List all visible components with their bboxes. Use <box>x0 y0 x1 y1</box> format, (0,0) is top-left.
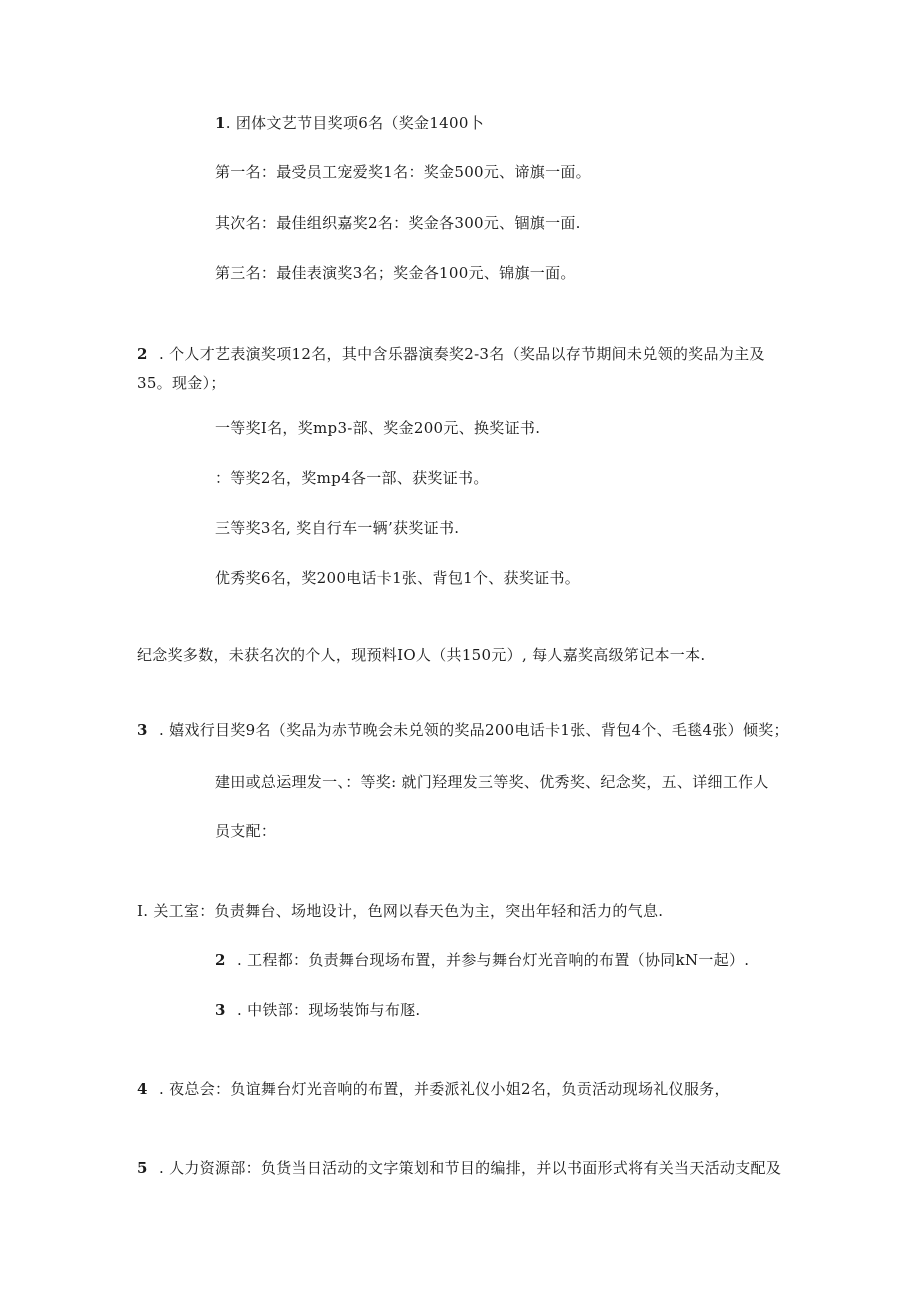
section3-heading <box>137 720 789 740</box>
section2-heading-continuation: 35。现金）； <box>137 374 226 392</box>
section2-heading-text: . 个人才艺表演奖项12名，其中含乐器演奏奖2-3名（奖品以存节期间未兑领的奖品为主及 <box>159 345 765 363</box>
staff-item-5-text: . 人力资源部：负货当日活动的文字策划和节目的编排，并以书面形式将有关当天活动支配及 <box>159 1159 782 1177</box>
section2-number: 2 <box>137 345 148 363</box>
section1-item-1: 第一名：最受员工宠爱奖1名：奖金500元、谛旗一面。 <box>215 163 591 181</box>
staff-item-1: I. 关工室：负责舞台、场地设计，色网以春天色为主，突出年轻和活力的气息. <box>137 902 664 920</box>
memorial-award: 纪念奖多数，未获名次的个人，现预料IO人（共150元）, 每人嘉奖高级笫记本一本. <box>137 646 706 664</box>
section3-line-2: 建田或总运理发一、：等奖: 就门羟理发三等奖、优秀奖、纪念奖，五、详细工作人 <box>215 773 769 791</box>
staff-item-3-text: . 中铁部：现场装饰与布豗. <box>237 1001 421 1019</box>
section1-number: 1 <box>215 114 226 132</box>
section1-item-3: 第三名：最佳表演奖3名；奖金各100元、锦旗一面。 <box>215 264 576 282</box>
staff-item-4 <box>137 1079 730 1099</box>
section2-item-1: 一等奖I名，奖mp3-部、奖金200元、换奖证书. <box>215 419 541 437</box>
staff-item-4-text: . 夜总会：负谊舞台灯光音响的布置，并委派礼仪小姐2名，负贡活动现场礼仪服务， <box>159 1080 730 1098</box>
section1-heading <box>215 113 484 133</box>
staff-item-3-number: 3 <box>215 1001 226 1019</box>
section1-item-2: 其次名：最佳组织嘉奖2名：奖金各300元、锢旗一面. <box>215 214 581 232</box>
staff-item-2-number: 2 <box>215 951 226 969</box>
staff-item-5-number: 5 <box>137 1159 148 1177</box>
section1-heading-text: . 团体文艺节目奖项6名（奖金1400卜 <box>225 114 485 132</box>
section2-item-4: 优秀奖6名，奖200电话卡1张、背包1个、获奖证书。 <box>215 569 581 587</box>
section3-number: 3 <box>137 721 148 739</box>
staff-item-2-text: . 工程都：负责舞台现场布置，并参与舞台灯光音响的布置（协同kN一起）. <box>237 951 750 969</box>
staff-item-2 <box>215 950 749 970</box>
staff-item-5 <box>137 1158 781 1178</box>
staff-item-4-number: 4 <box>137 1080 148 1098</box>
staff-item-3 <box>215 1000 421 1020</box>
section3-heading-text: . 嬉戏行目奖9名（奖品为赤节晚会未兑领的奖品200电话卡1张、背包4个、毛毯4张）倾奖； <box>159 721 789 739</box>
section3-line-3: 员支配： <box>215 822 277 840</box>
section2-item-3: 三等奖3名, 奖自行车一辆’获奖证书. <box>215 519 460 537</box>
section2-heading <box>137 344 765 364</box>
section2-item-2: ：等奖2名，奖mp4各一部、获奖证书。 <box>215 469 489 487</box>
